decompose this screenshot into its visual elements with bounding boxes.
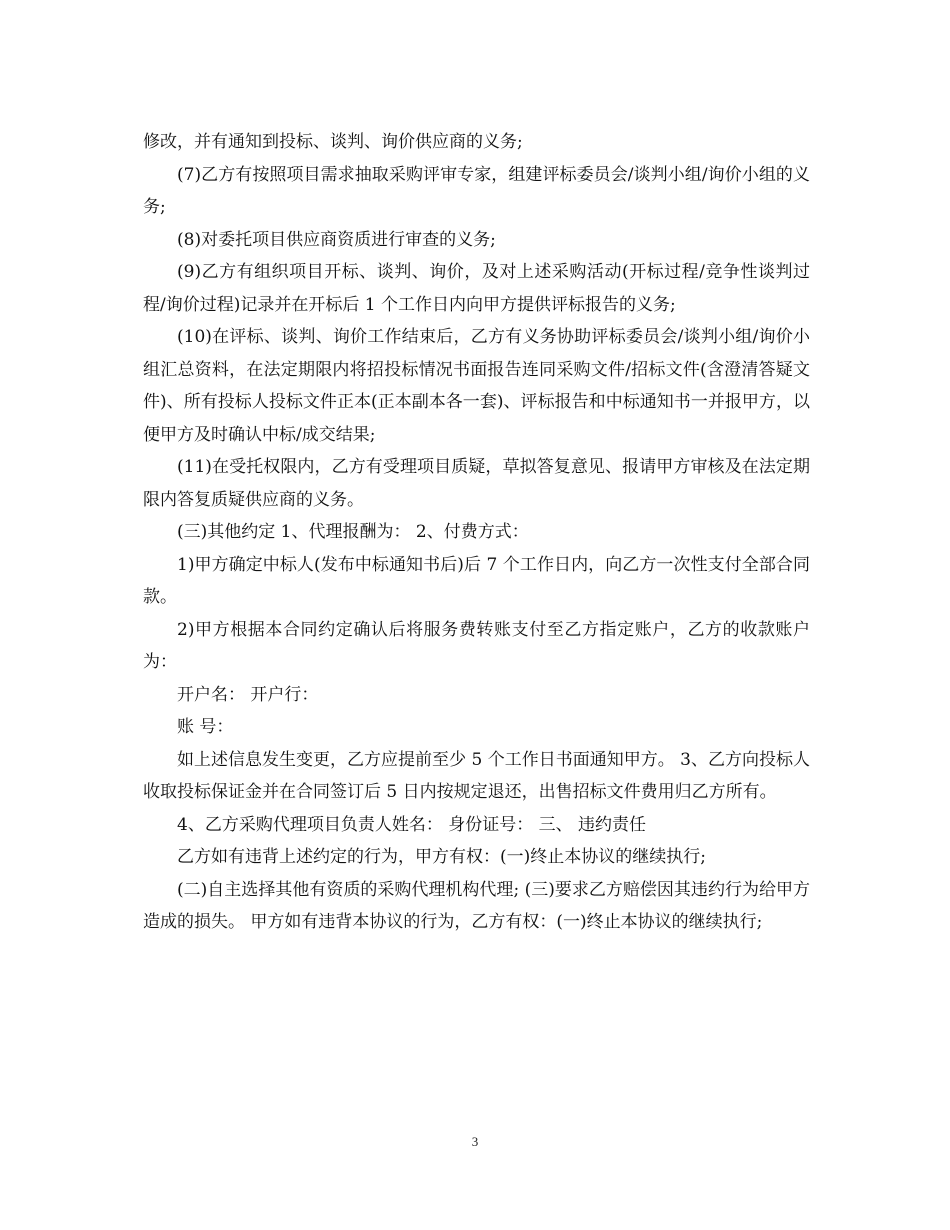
document-body bbox=[143, 126, 810, 939]
paragraph: (三)其他约定 1、代理报酬为： 2、付费方式： bbox=[177, 522, 529, 542]
paragraph: 2)甲方根据本合同约定确认后将服务费转账支付至乙方指定账户，乙方的收款账户为： bbox=[143, 619, 810, 672]
page-number: 3 bbox=[471, 1134, 479, 1149]
paragraph: 1)甲方确定中标人(发布中标通知书后)后 7 个工作日内，向乙方一次性支付全部合同款。 bbox=[143, 554, 810, 607]
paragraph: 如上述信息发生变更，乙方应提前至少 5 个工作日书面通知甲方。 3、乙方向投标人收取投标保证金并在合同签订后 5 日内按规定退还，出售招标文件费用归乙方所有。 bbox=[143, 749, 810, 802]
paragraph: 4、乙方采购代理项目负责人姓名： 身份证号： 三、 违约责任 bbox=[177, 814, 647, 835]
paragraph: 乙方如有违背上述约定的行为，甲方有权：(一)终止本协议的继续执行; bbox=[177, 847, 706, 867]
paragraph: 账 号： bbox=[177, 717, 234, 737]
paragraph: (二)自主选择其他有资质的采购代理机构代理; (三)要求乙方赔偿因其违约行为给甲方造成的损失。 甲方如有违背本协议的行为，乙方有权：(一)终止本协议的继续执行; bbox=[143, 879, 810, 932]
paragraph: (11)在受托权限内，乙方有受理项目质疑，草拟答复意见、报请甲方审核及在法定期限内答复质疑供应商的义务。 bbox=[143, 457, 810, 510]
paragraph: (8)对委托项目供应商资质进行审查的义务; bbox=[177, 229, 496, 250]
paragraph: (7)乙方有按照项目需求抽取采购评审专家，组建评标委员会/谈判小组/询价小组的义务; bbox=[143, 164, 810, 217]
paragraph: (10)在评标、谈判、询价工作结束后，乙方有义务协助评标委员会/谈判小组/询价小组汇总资料，在法定期限内将招投标情况书面报告连同采购文件/招标文件(含澄清答疑文件)、所有投标人投标文件正本(正本副本各一套)、评标报告和中标通知书一并报甲方，以便甲方及时确认中标/成交结果; bbox=[143, 327, 810, 445]
paragraph: 修改，并有通知到投标、谈判、询价供应商的义务; bbox=[143, 132, 523, 152]
paragraph: (9)乙方有组织项目开标、谈判、询价，及对上述采购活动(开标过程/竞争性谈判过程/询价过程)记录并在开标后 1 个工作日内向甲方提供评标报告的义务; bbox=[143, 262, 810, 315]
paragraph: 开户名： 开户行： bbox=[177, 684, 319, 705]
